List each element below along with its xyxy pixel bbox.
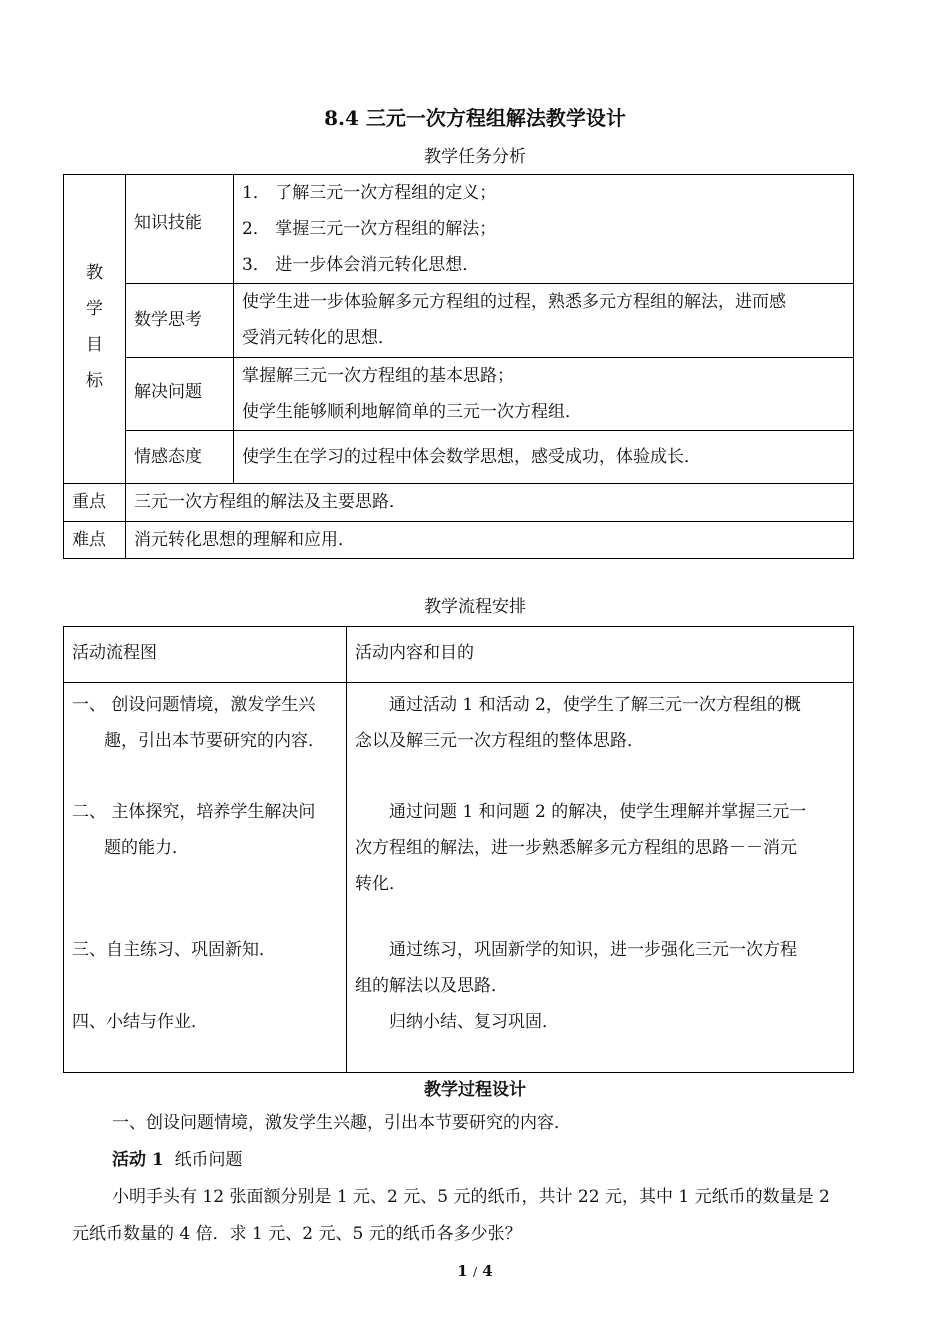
flow-content: 通过问题 1 和问题 2 的解决，使学生理解并掌握三元一 [389, 802, 807, 822]
flow-step: 一、 创设问题情境，激发学生兴 [72, 695, 316, 715]
goal-line: 掌握解三元一次方程组的基本思路； [242, 366, 514, 386]
goal-line: 受消元转化的思想． [242, 328, 395, 348]
goals-char: 教 [86, 263, 103, 283]
flow-step: 趣，引出本节要研究的内容． [104, 731, 325, 751]
goal-content-emotion [234, 431, 854, 484]
goals-char: 目 [86, 335, 103, 355]
goals-char: 学 [86, 299, 103, 319]
problem-line: 小明手头有 12 张面额分别是 1 元、2 元、5 元的纸币，共计 22 元，其中 1 元纸币的数量是 2 [112, 1187, 830, 1207]
goal-label-knowledge: 知识技能 [126, 175, 234, 284]
flow-step: 四、小结与作业． [72, 1012, 208, 1032]
flow-content: 组的解法以及思路． [355, 976, 508, 996]
key-point-label: 重点 [64, 484, 126, 522]
problem-line: 元纸币数量的 4 倍．求 1 元、2 元、5 元的纸币各多少张？ [72, 1224, 522, 1244]
goal-content-thinking [234, 284, 854, 358]
flow-table [63, 626, 854, 1073]
key-point-text: 三元一次方程组的解法及主要思路． [126, 484, 854, 522]
goals-table [63, 174, 854, 559]
goal-content-knowledge [234, 175, 854, 284]
flow-content: 念以及解三元一次方程组的整体思路． [355, 731, 644, 751]
goals-char: 标 [86, 371, 103, 391]
flow-step: 题的能力． [104, 838, 189, 858]
section-title-process: 教学过程设计 [424, 1080, 526, 1100]
activity-label: 活动 1 [112, 1150, 164, 1170]
page-current: 1 [457, 1262, 468, 1280]
page-total: 4 [482, 1262, 493, 1280]
flow-content: 归纳小结、复习巩固． [389, 1012, 559, 1032]
page-separator: / [472, 1265, 478, 1279]
process-body [72, 1105, 862, 1253]
flow-header-content: 活动内容和目的 [347, 627, 854, 683]
goal-line: 使学生能够顺利地解简单的三元一次方程组． [242, 402, 582, 422]
goal-line: 使学生在学习的过程中体会数学思想，感受成功，体验成长． [242, 447, 701, 467]
flow-content: 次方程组的解法，进一步熟悉解多元方程组的思路－－消元 [355, 838, 797, 858]
flow-step: 三、自主练习、巩固新知． [72, 940, 276, 960]
goal-line: 2． 掌握三元一次方程组的解法； [242, 219, 497, 239]
activity-heading [72, 1142, 862, 1179]
flow-content: 通过活动 1 和活动 2，使学生了解三元一次方程组的概 [389, 695, 801, 715]
section-title-task-analysis: 教学任务分析 [424, 147, 526, 167]
process-intro: 一、创设问题情境，激发学生兴趣，引出本节要研究的内容． [112, 1113, 571, 1133]
flow-step: 二、 主体探究，培养学生解决问 [72, 802, 316, 822]
goal-line: 3． 进一步体会消元转化思想． [242, 255, 480, 275]
goal-label-emotion: 情感态度 [126, 431, 234, 484]
goal-label-thinking: 数学思考 [126, 284, 234, 358]
goal-content-problem [234, 358, 854, 431]
document-title: 8.4 三元一次方程组解法教学设计 [324, 106, 626, 130]
difficulty-label: 难点 [64, 522, 126, 559]
activity-name: 纸币问题 [174, 1150, 243, 1170]
page-number [0, 1262, 950, 1280]
flow-content: 转化． [355, 874, 406, 894]
goal-line: 1． 了解三元一次方程组的定义； [242, 183, 497, 203]
flow-header-chart: 活动流程图 [64, 627, 347, 683]
section-title-flow: 教学流程安排 [424, 597, 526, 617]
flow-contents-cell [347, 683, 854, 1073]
goal-line: 使学生进一步体验解多元方程组的过程，熟悉多元方程组的解法，进而感 [242, 292, 786, 312]
goals-category-cell [64, 175, 126, 484]
flow-steps-cell [64, 683, 347, 1073]
flow-content: 通过练习，巩固新学的知识，进一步强化三元一次方程 [389, 940, 797, 960]
goal-label-problem: 解决问题 [126, 358, 234, 431]
difficulty-text: 消元转化思想的理解和应用． [126, 522, 854, 559]
